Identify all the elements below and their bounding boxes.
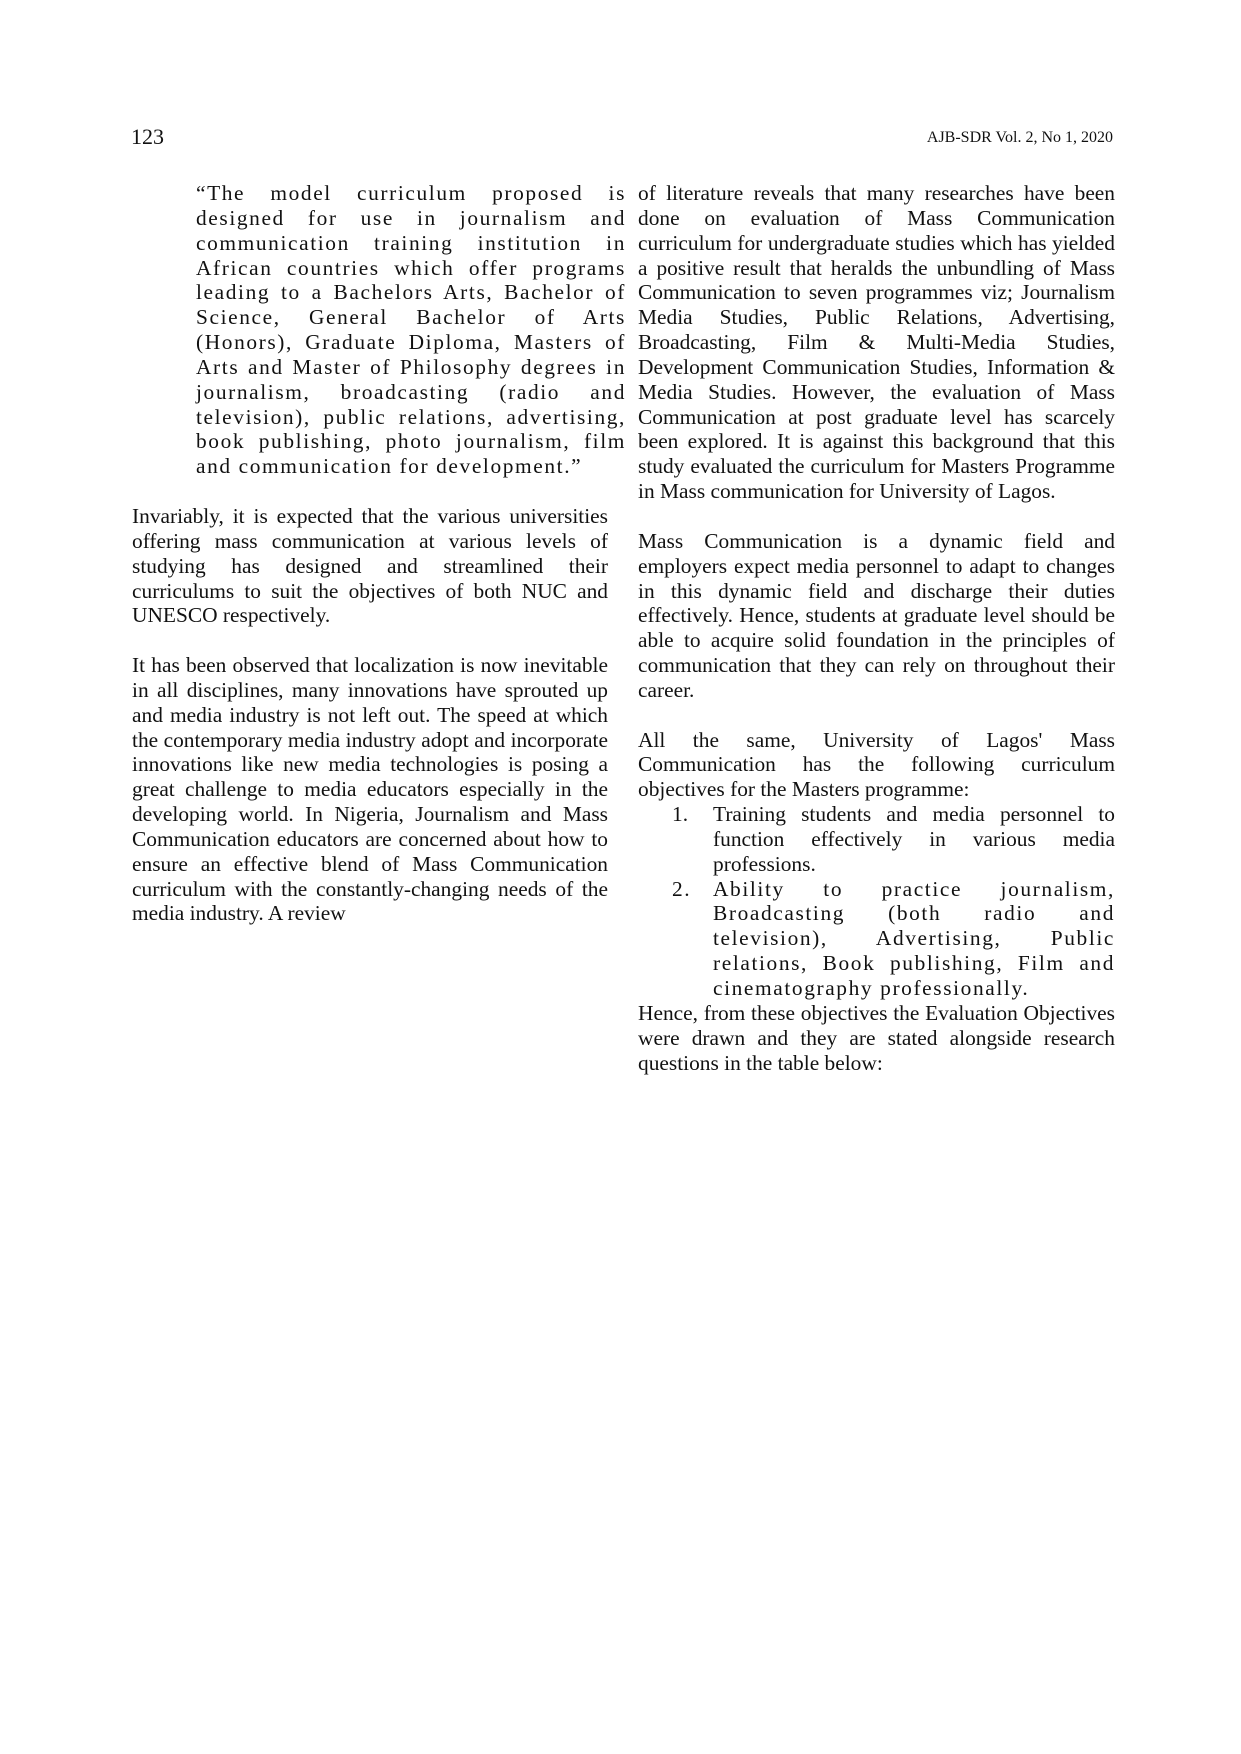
objective-text: Ability to practice journalism, Broadcasting (both radio and television), Advertising, Public relations, Book publishing, Film and cinematography professionally.	[713, 876, 1115, 1000]
objectives-list	[638, 802, 1115, 1001]
block-quote: “The model curriculum proposed is designed for use in journalism and communication training institution in African countries which offer programs leading to a Bachelors Arts, Bachelor of Science, General Bachelor of Arts (Honors), Graduate Diploma, Masters of Arts and Master of Philosophy degrees in journalism, broadcasting (radio and television), public relations, advertising, book publishing, photo journalism, film and communication for development.”	[196, 181, 626, 479]
objective-item	[638, 802, 1115, 877]
paragraph-dynamic-field: Mass Communication is a dynamic field and employers expect media personnel to adapt to changes in this dynamic field and discharge their duties effectively. Hence, students at graduate level should be able to acquire solid foundation in the principles of communication that they can rely on throughout their career.	[638, 528, 1115, 702]
objective-text: Training students and media personnel to function effectively in various media professions.	[713, 802, 1115, 876]
journal-reference: AJB-SDR Vol. 2, No 1, 2020	[926, 129, 1113, 146]
page-number: 123	[131, 124, 164, 149]
right-column	[638, 181, 1115, 1075]
objective-number: 2.	[672, 876, 692, 901]
paragraph-invariably: Invariably, it is expected that the various universities offering mass communication at various levels of studying has designed and streamlined their curriculums to suit the objectives of both NUC and UNESCO respectively.	[132, 503, 608, 628]
paragraph-objectives-intro: All the same, University of Lagos' Mass Communication has the following curriculum objectives for the Masters programme:	[638, 727, 1115, 802]
paragraph-localization: It has been observed that localization is now inevitable in all disciplines, many innovations have sprouted up and media industry is not left out. The speed at which the contemporary media industry adopt and incorporate innovations like new media technologies is posing a great challenge to media educators especially in the developing world. In Nigeria, Journalism and Mass Communication educators are concerned about how to ensure an effective blend of Mass Communication curriculum with the constantly-changing needs of the media industry. A review	[132, 653, 608, 926]
objective-number: 1.	[672, 802, 689, 827]
paragraph-closing: Hence, from these objectives the Evaluation Objectives were drawn and they are stated alongside research questions in the table below:	[638, 1000, 1115, 1075]
left-column	[132, 181, 626, 926]
paragraph-literature-review: of literature reveals that many researches have been done on evaluation of Mass Communication curriculum for undergraduate studies which has yielded a positive result that heralds the unbundling of Mass Communication to seven programmes viz; Journalism Media Studies, Public Relations, Advertising, Broadcasting, Film & Multi-Media Studies, Development Communication Studies, Information & Media Studies. However, the evaluation of Mass Communication at post graduate level has scarcely been explored. It is against this background that this study evaluated the curriculum for Masters Programme in Mass communication for University of Lagos.	[638, 181, 1115, 504]
objective-item	[638, 877, 1115, 1001]
